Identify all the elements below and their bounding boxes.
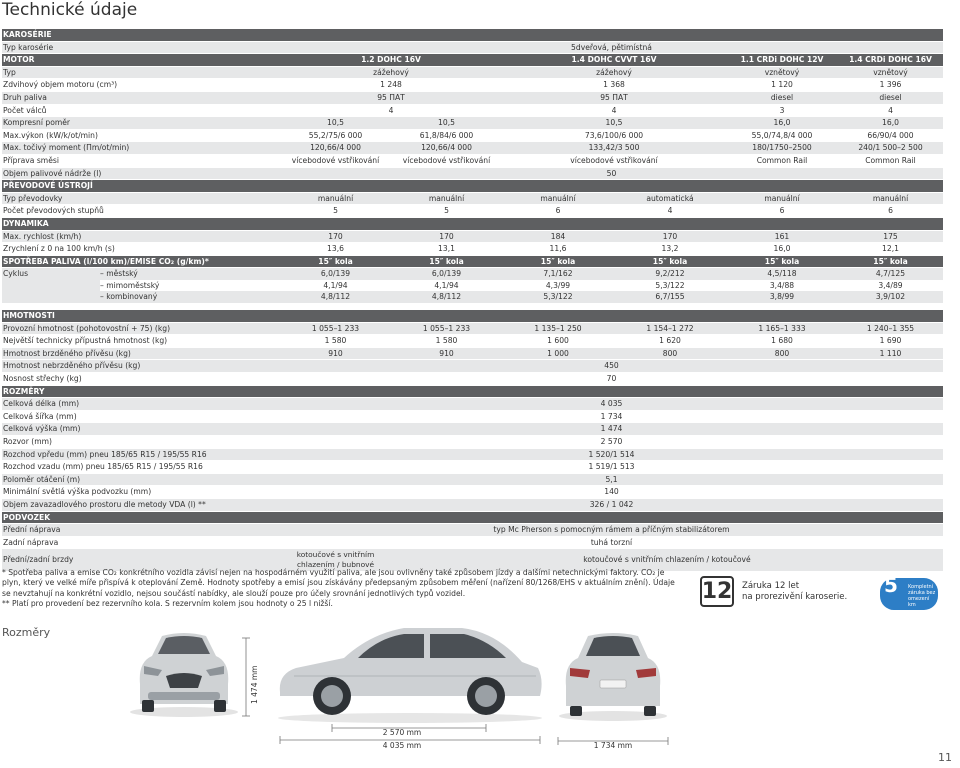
row-label: Největší technicky přípustná hmotnost (kg) <box>3 336 168 346</box>
table-row: Hmotnost nebrzděného přívěsu (kg) 450 <box>2 360 943 373</box>
table-cell: 4,8/112 <box>391 291 502 303</box>
table-cell: 10,5 <box>605 118 623 128</box>
row-label: Celková šířka (mm) <box>3 411 77 421</box>
table-cell: 1 680 <box>771 336 793 346</box>
table-row <box>2 411 943 424</box>
table-row <box>2 486 943 499</box>
height-label: 1 474 mm <box>250 665 259 704</box>
motor-header-row: MOTOR 1.2 DOHC 16V 1.4 DOHC CVVT 16V 1.1 CRDi DOHC 12V 1.4 CRDi DOHC 16V <box>2 54 943 67</box>
page-number: 11 <box>938 751 952 764</box>
table-cell: 1 620 <box>659 336 681 346</box>
table-cell: 326 / 1 042 <box>589 499 634 509</box>
table-row <box>2 130 943 143</box>
table-cell: 5 <box>333 206 338 216</box>
table-cell: manuální <box>317 193 354 203</box>
table-row: Zadní náprava tuhá torzní <box>2 537 943 550</box>
table-cell: 1 520/1 514 <box>588 449 635 459</box>
table-cell: 13,2 <box>661 244 679 254</box>
table-cell: zážehový <box>373 67 409 77</box>
table-cell: 1 110 <box>879 348 902 358</box>
table-cell: 1 165–1 333 <box>758 323 806 333</box>
table-cell: 4 035 <box>600 399 623 409</box>
table-cell: 4 <box>388 105 394 115</box>
wheel-size-cell: 15″ kola <box>429 256 464 266</box>
section-rozmery: ROZMĚRY <box>2 386 943 399</box>
table-cell: 1 240–1 355 <box>866 323 915 333</box>
table-cell: 4,7/125 <box>838 268 943 280</box>
table-cell: 73,6/100/6 000 <box>584 130 644 140</box>
row-label: Druh paliva <box>3 92 47 102</box>
table-cell: 3,4/89 <box>838 280 943 292</box>
table-cell: 6,0/139 <box>391 268 502 280</box>
table-row <box>2 79 943 92</box>
row-label: Počet válců <box>3 105 47 115</box>
table-cell: 3,8/99 <box>726 291 838 303</box>
table-cell: 3,4/88 <box>726 280 838 292</box>
table-cell: 9,2/212 <box>614 268 726 280</box>
table-cell: vícebodové vstřikování <box>402 155 491 165</box>
table-cell: 4 <box>611 105 617 115</box>
wheel-size-cell: 15″ kola <box>652 256 688 266</box>
table-cell: 95 ПАТ <box>600 92 628 102</box>
table-cell: vícebodové vstřikování <box>570 155 658 165</box>
table-cell: 1 135–1 250 <box>534 323 582 333</box>
table-cell: 4 <box>888 105 893 115</box>
wheel-size-cell: 15″ kola <box>318 256 353 266</box>
table-row <box>2 398 943 411</box>
row-label: Příprava směsi <box>3 155 59 165</box>
table-cell: 12,1 <box>882 244 899 254</box>
table-row <box>2 155 943 168</box>
table-row <box>2 348 943 361</box>
footnote-spare-wheel: ** Platí pro provedení bez rezervního kola. S rezervním kolem jsou hodnoty o 25 l nižší. <box>2 599 333 609</box>
table-cell: 2 570 <box>600 437 623 446</box>
cyklus-sub-label: – kombinovaný <box>100 291 280 303</box>
wheel-size-cell: 15″ kola <box>873 256 908 266</box>
row-label: Hmotnost brzděného přívěsu (kg) <box>3 348 131 358</box>
width-label: 1 734 mm <box>593 741 633 750</box>
row-label: Minimální světlá výška podvozku (mm) <box>3 487 152 497</box>
table-cell: diesel <box>879 92 902 102</box>
table-row <box>2 231 943 244</box>
row-label: Rozchod vzadu (mm) pneu 185/65 R15 / 195/55 R16 <box>3 462 203 472</box>
table-cell: manuální <box>872 193 909 203</box>
row-label: Typ <box>3 67 16 77</box>
table-row <box>2 205 943 218</box>
table-cell: vznětový <box>873 67 908 77</box>
table-row <box>2 499 943 512</box>
table-cell: vznětový <box>764 67 800 77</box>
table-cell: 4 <box>667 206 673 216</box>
table-cell: 16,0 <box>882 118 899 128</box>
table-row <box>2 474 943 487</box>
table-cell: 5 <box>444 206 449 216</box>
row-label: Max. točivý moment (Пm/ot/min) <box>3 143 130 153</box>
table-cell: 95 ПАТ <box>377 92 405 102</box>
warranty-12-icon: 12 <box>700 576 734 607</box>
row-label: Celková výška (mm) <box>3 424 81 434</box>
table-cell: 16,0 <box>773 244 791 254</box>
row-label: Kompresní poměr <box>3 118 71 128</box>
car-rear-image <box>556 624 670 722</box>
table-cell: 4,8/112 <box>280 291 391 303</box>
table-cell: 1 690 <box>879 336 902 346</box>
table-cell: 1 368 <box>603 80 625 90</box>
table-cell: manuální <box>428 193 465 203</box>
row-label: Zrychlení z 0 na 100 km/h (s) <box>3 244 115 254</box>
table-cell: zážehový <box>596 67 632 77</box>
table-cell: 120,66/4 000 <box>310 143 361 153</box>
table-row <box>2 142 943 155</box>
table-row <box>2 92 943 105</box>
section-karoserie: KAROSÉRIE <box>2 29 943 42</box>
table-cell: 184 <box>550 231 566 241</box>
table-cell: 1 580 <box>324 336 347 346</box>
warranty-block: 12 Záruka 12 let na prorezivění karoserie. <box>700 576 847 607</box>
table-row <box>2 323 943 336</box>
table-row: Typ karosérie 5dveřová, pětimístná <box>2 42 943 55</box>
table-cell: manuální <box>764 193 800 203</box>
cyklus-block <box>2 268 943 303</box>
table-cell: 170 <box>328 231 343 241</box>
spotreba-header-row: SPOTŘEBA PALIVA (l/100 km)/EMISE CO₂ (g/km)* 15″ kola 15″ kola 15″ kola 15″ kola 15″ kola 15″ kola <box>2 256 943 269</box>
table-cell: 4,1/94 <box>391 280 502 292</box>
table-cell: 180/1750–2500 <box>752 143 812 153</box>
wheel-size-cell: 15″ kola <box>764 256 800 266</box>
table-row <box>2 449 943 462</box>
car-side-image <box>274 614 546 726</box>
table-row: Nosnost střechy (kg) 70 <box>2 373 943 386</box>
row-label: Objem zavazadlového prostoru dle metody VDA (l) ** <box>3 499 206 509</box>
row-label: Provozní hmotnost (pohotovostní + 75) (kg) <box>3 323 171 333</box>
table-cell: 170 <box>662 231 678 241</box>
table-row <box>2 461 943 474</box>
table-cell: 3 <box>779 105 785 115</box>
table-cell: 6 <box>555 206 561 216</box>
section-podvozek: PODVOZEK <box>2 512 943 525</box>
table-cell: 175 <box>883 231 898 241</box>
row-label: Celková délka (mm) <box>3 399 80 409</box>
cyklus-sub-label: – městský <box>100 268 280 280</box>
table-cell: 1 000 <box>547 348 569 358</box>
table-row: Objem palivové nádrže (l) 50 <box>2 168 943 181</box>
table-cell: 1 120 <box>771 80 793 90</box>
cyklus-sub-label: – mimoměstský <box>100 280 280 292</box>
row-label: Rozvor (mm) <box>3 437 52 446</box>
table-cell: 6,0/139 <box>280 268 391 280</box>
table-cell: 1 734 <box>600 411 623 421</box>
table-cell: 55,2/75/6 000 <box>308 130 363 140</box>
row-label: Rozchod vpředu (mm) pneu 185/65 R15 / 195/55 R16 <box>3 449 207 459</box>
table-cell: vícebodové vstřikování <box>291 155 380 165</box>
table-row: Přední/zadní brzdy kotoučové s vnitřním chlazením / bubnové kotoučové s vnitřním chlazením / kotoučové <box>2 549 943 572</box>
table-cell: 1 580 <box>435 336 458 346</box>
length-label: 4 035 mm <box>382 741 422 750</box>
spec-table <box>2 29 943 572</box>
table-cell: 1 154–1 272 <box>646 323 694 333</box>
table-cell: 5,3/122 <box>614 280 726 292</box>
table-cell: 5,1 <box>605 474 618 484</box>
table-cell: 1 396 <box>879 80 902 90</box>
table-cell: 4,1/94 <box>280 280 391 292</box>
table-cell: 170 <box>439 231 454 241</box>
table-cell: 240/1 500–2 500 <box>858 143 923 153</box>
footnotes <box>2 568 682 610</box>
row-label: Zdvihový objem motoru (cm³) <box>3 80 118 90</box>
table-cell: 1 474 <box>600 424 623 434</box>
table-cell: 61,8/84/6 000 <box>419 130 474 140</box>
table-cell: 1 600 <box>547 336 569 346</box>
section-dynamika: DYNAMIKA <box>2 218 943 231</box>
table-cell: Common Rail <box>865 155 916 165</box>
table-cell: 1 055–1 233 <box>311 323 360 333</box>
table-cell: 1 519/1 513 <box>588 462 635 472</box>
table-cell: 10,5 <box>327 118 344 128</box>
table-cell: Common Rail <box>756 155 808 165</box>
table-cell: 55,0/74,8/4 000 <box>751 130 813 140</box>
dimensions-title: Rozměry <box>2 626 51 639</box>
section-prevodove: PŘEVODOVÉ ÚSTROJÍ <box>2 180 943 193</box>
row-label: Typ převodovky <box>3 193 63 203</box>
five-year-warranty-badge-icon: 5 Kompletní záruka bez omezení km <box>880 578 938 610</box>
table-cell: manuální <box>540 193 576 203</box>
table-cell: 7,1/162 <box>502 268 614 280</box>
table-cell: 1 055–1 233 <box>422 323 471 333</box>
row-label: Počet převodových stupňů <box>3 206 104 216</box>
cyklus-label: Cyklus <box>3 269 29 279</box>
table-cell: 4,3/99 <box>502 280 614 292</box>
table-row <box>2 105 943 118</box>
table-cell: diesel <box>770 92 794 102</box>
footnote-co2: * Spotřeba paliva a emise CO₂ konkrétního vozidla závisí nejen na hospodárném využití paliva, ale jsou ovlivněny také způsobem jízdy a dalšími netechnickými faktory. CO₂ je plyn, který ve velké míře přispívá k oteplování Země. Hodnoty spotřeby a emisí jsou získávány předepsaným způsobem měření (nařízení 80/1268/EHS v aktuálním znění). Údaje se nevztahují na konkrétní vozidlo, nejsou součástí nabídky, ale slouží pouze pro účely srovnání jednotlivých typů vozidel. <box>2 568 675 598</box>
table-cell: 13,1 <box>438 244 455 254</box>
table-cell: 13,6 <box>327 244 344 254</box>
table-cell: 11,6 <box>549 244 567 254</box>
table-cell: 133,42/3 500 <box>588 143 640 153</box>
table-row <box>2 243 943 256</box>
table-cell: 16,0 <box>773 118 791 128</box>
table-cell: 800 <box>774 348 790 358</box>
table-row <box>2 335 943 348</box>
table-cell: 4,5/118 <box>726 268 838 280</box>
table-cell: 6 <box>888 206 893 216</box>
table-cell: 5,3/122 <box>502 291 614 303</box>
table-cell: 140 <box>604 487 619 497</box>
row-label: Max.výkon (kW/k/ot/min) <box>3 130 98 140</box>
table-cell: 161 <box>774 231 790 241</box>
table-cell: 910 <box>328 348 343 358</box>
table-cell: 3,9/102 <box>838 291 943 303</box>
table-cell: 66/90/4 000 <box>867 130 914 140</box>
section-hmotnosti: HMOTNOSTI <box>2 310 943 323</box>
table-cell: 10,5 <box>438 118 455 128</box>
table-row <box>2 423 943 436</box>
table-cell: 6,7/155 <box>614 291 726 303</box>
table-cell: automatická <box>646 193 694 203</box>
row-label: Max. rychlost (km/h) <box>3 231 82 241</box>
table-row <box>2 67 943 80</box>
car-front-image <box>128 626 240 718</box>
row-label: Poloměr otáčení (m) <box>3 474 81 484</box>
table-cell: 1 248 <box>380 80 402 90</box>
table-row <box>2 193 943 206</box>
wheel-size-cell: 15″ kola <box>540 256 576 266</box>
table-cell: 120,66/4 000 <box>421 143 472 153</box>
table-cell: 910 <box>439 348 454 358</box>
wheelbase-label: 2 570 mm <box>382 728 422 737</box>
table-row: Přední náprava typ Mc Pherson s pomocným rámem a příčným stabilizátorem <box>2 524 943 537</box>
table-row <box>2 436 943 449</box>
table-cell: 6 <box>779 206 785 216</box>
table-cell: 800 <box>662 348 678 358</box>
page-title: Technické údaje <box>2 0 138 20</box>
table-row <box>2 117 943 130</box>
